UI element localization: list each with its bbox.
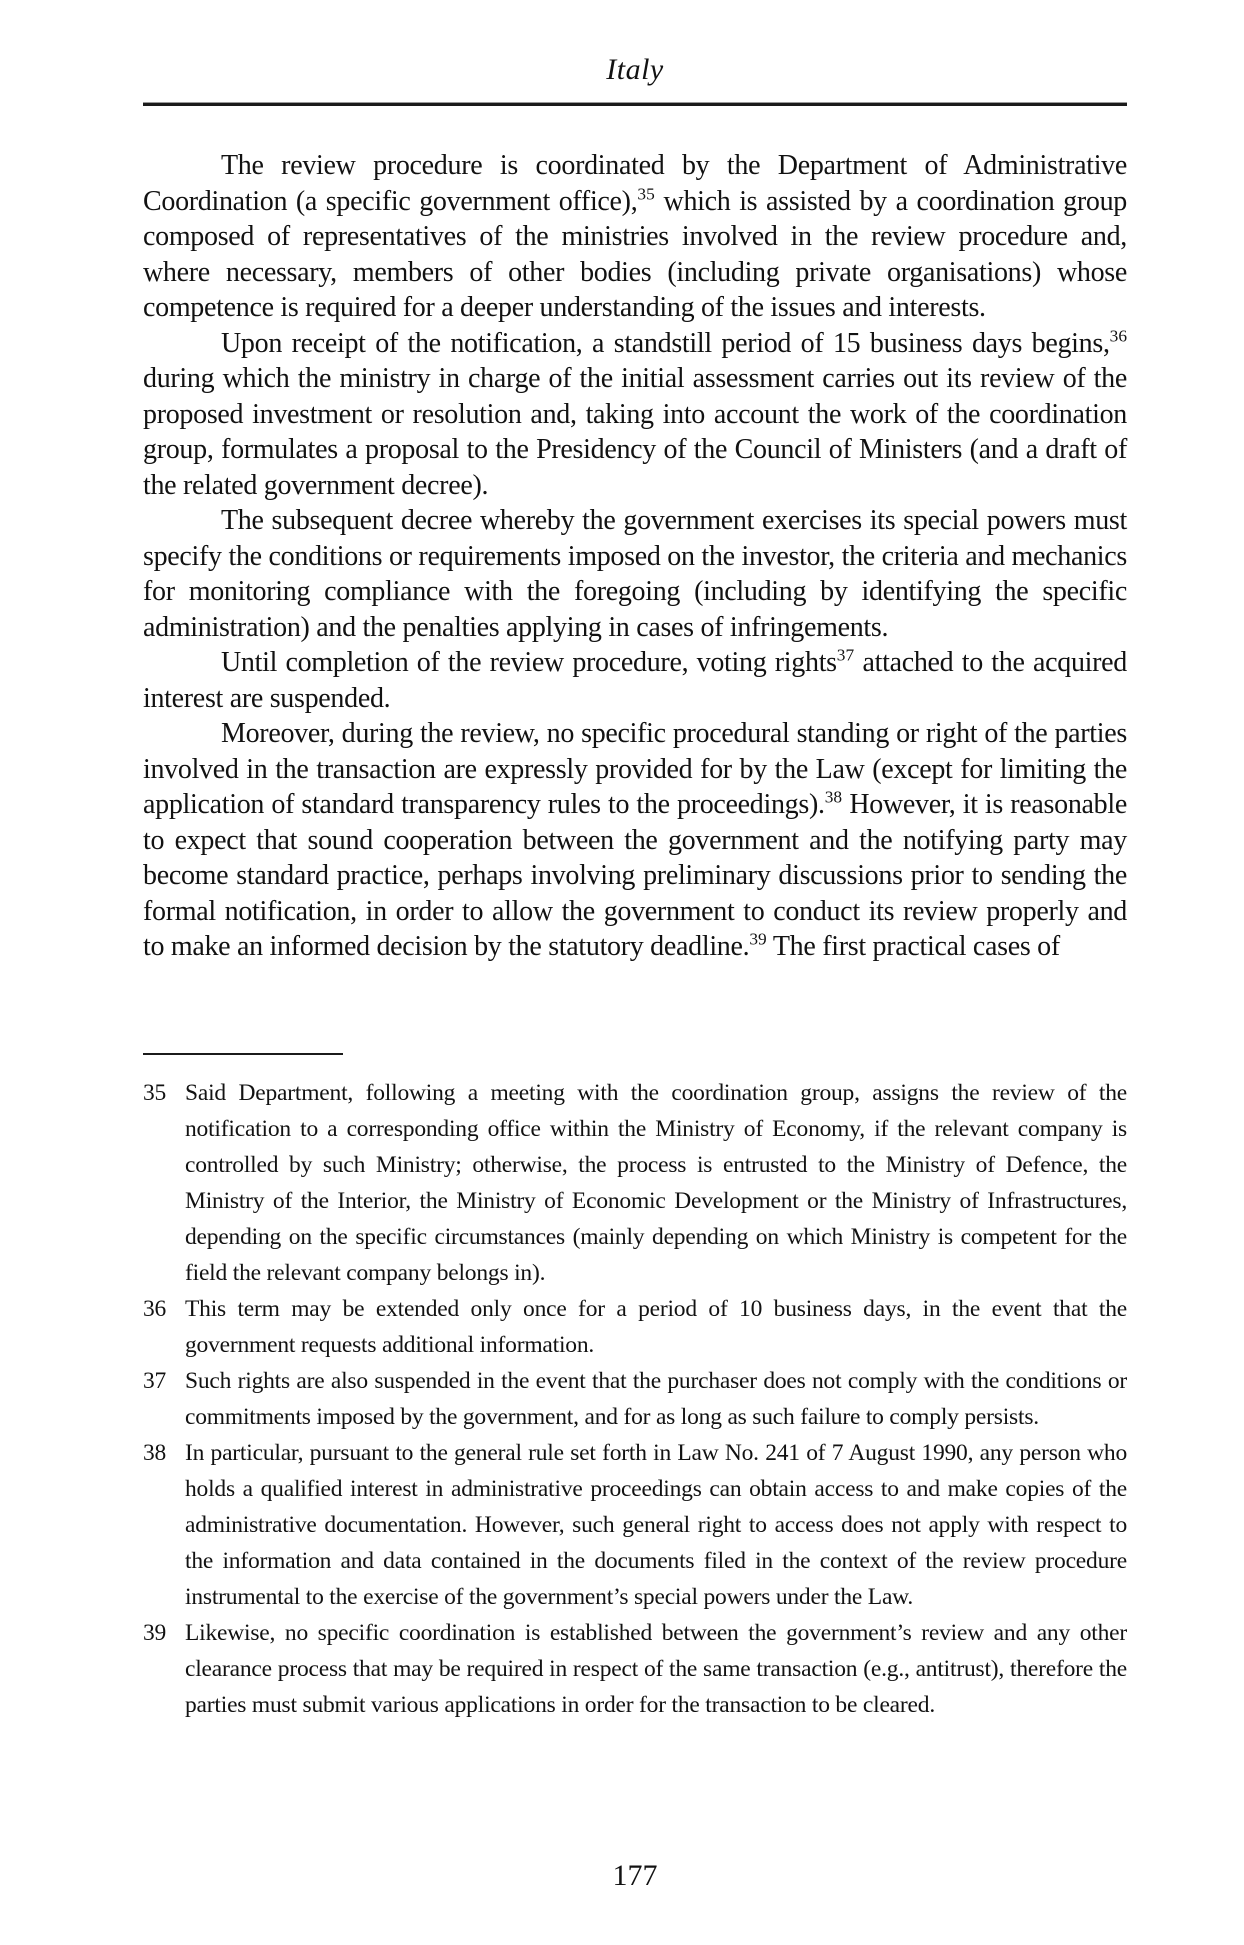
- body-text: [143, 148, 1127, 965]
- page-number: 177: [612, 1859, 658, 1892]
- footnote-item: [143, 1435, 1127, 1615]
- footnote-separator: [143, 1053, 343, 1055]
- paragraph: Until completion of the review procedure, voting rights$^{37}$ attached to the acquired interest are suspended.: [143, 645, 1127, 714]
- footnote-number: 38: [143, 1439, 167, 1466]
- footnote-ref: 36: [1109, 326, 1127, 346]
- paragraph: Upon receipt of the notification, a standstill period of 15 business days begins,$^{36}$ during which the ministry in charge of the initial assessment carries out its review of the proposed investment or resolution and, taking into account the work of the coordination group, formulates a proposal to the Presidency of the Council of Ministers (and a draft of the related government decree).: [143, 326, 1127, 501]
- paragraph: Moreover, during the review, no specific procedural standing or right of the parties involved in the transaction are expressly provided for by the Law (except for limiting the application of standard transparency rules to the proceedings).$^{38}$ However, it is reasonable to expect that sound cooperation between the government and the notifying party may become standard practice, perhaps involving preliminary discussions prior to sending the formal notification, in order to allow the government to conduct its review properly and to make an informed decision by the statutory deadline.$^{39}$ The first practical cases of: [143, 718, 1127, 962]
- footnote-item: [143, 1291, 1127, 1363]
- header-rule: [143, 102, 1127, 106]
- footnote-text: Such rights are also suspended in the event that the purchaser does not comply with the conditions or commitments imposed by the government, and for as long as such failure to comply persists.: [185, 1367, 1127, 1430]
- footnote-text: In particular, pursuant to the general rule set forth in Law No. 241 of 7 August 1990, any person who holds a qualified interest in administrative proceedings can obtain access to and make copies of the administrative documentation. However, such general right to access does not apply with respect to the information and data contained in the documents filed in the context of the review procedure instrumental to the exercise of the government’s special powers under the Law.: [185, 1439, 1127, 1610]
- paragraph: The subsequent decree whereby the government exercises its special powers must specify the conditions or requirements imposed on the investor, the criteria and mechanics for monitoring compliance with the foregoing (including by identifying the specific administration) and the penalties applying in cases of infringements.: [143, 505, 1127, 643]
- footnote-item: [143, 1075, 1127, 1291]
- paragraph: The review procedure is coordinated by the Department of Administrative Coordination (a specific government office),$^{35}$ which is assisted by a coordination group composed of representatives of the ministries involved in the review procedure and, where necessary, members of other bodies (including private organisations) whose competence is required for a deeper understanding of the issues and interests.: [143, 150, 1127, 323]
- footnote-ref: 39: [749, 929, 767, 949]
- footnote-item: [143, 1363, 1127, 1435]
- page-header: [143, 52, 1127, 106]
- footnote-text: Said Department, following a meeting with the coordination group, assigns the review of the notification to a corresponding office within the Ministry of Economy, if the relevant company is controlled by such Ministry; otherwise, the process is entrusted to the Ministry of Defence, the Ministry of the Interior, the Ministry of Economic Development or the Ministry of Infrastructures, depending on the specific circumstances (mainly depending on which Ministry is competent for the field the relevant company belongs in).: [185, 1079, 1127, 1286]
- footnote-ref: 35: [637, 184, 655, 204]
- footnote-number: 39: [143, 1619, 167, 1646]
- running-head-title: Italy: [606, 53, 664, 86]
- footnote-number: 36: [143, 1295, 167, 1322]
- footnotes-section: [143, 1075, 1127, 1723]
- footnote-item: [143, 1615, 1127, 1723]
- footnote-number: 35: [143, 1079, 167, 1106]
- footnote-text: Likewise, no specific coordination is established between the government’s review and any other clearance process that may be required in respect of the same transaction (e.g., antitrust), therefore the parties must submit various applications in order for the transaction to be cleared.: [185, 1619, 1127, 1718]
- footnote-ref: 37: [836, 645, 855, 665]
- footnote-text: This term may be extended only once for a period of 10 business days, in the event that the government requests additional information.: [185, 1295, 1127, 1358]
- footnote-number: 37: [143, 1367, 167, 1394]
- footnote-ref: 38: [824, 787, 843, 807]
